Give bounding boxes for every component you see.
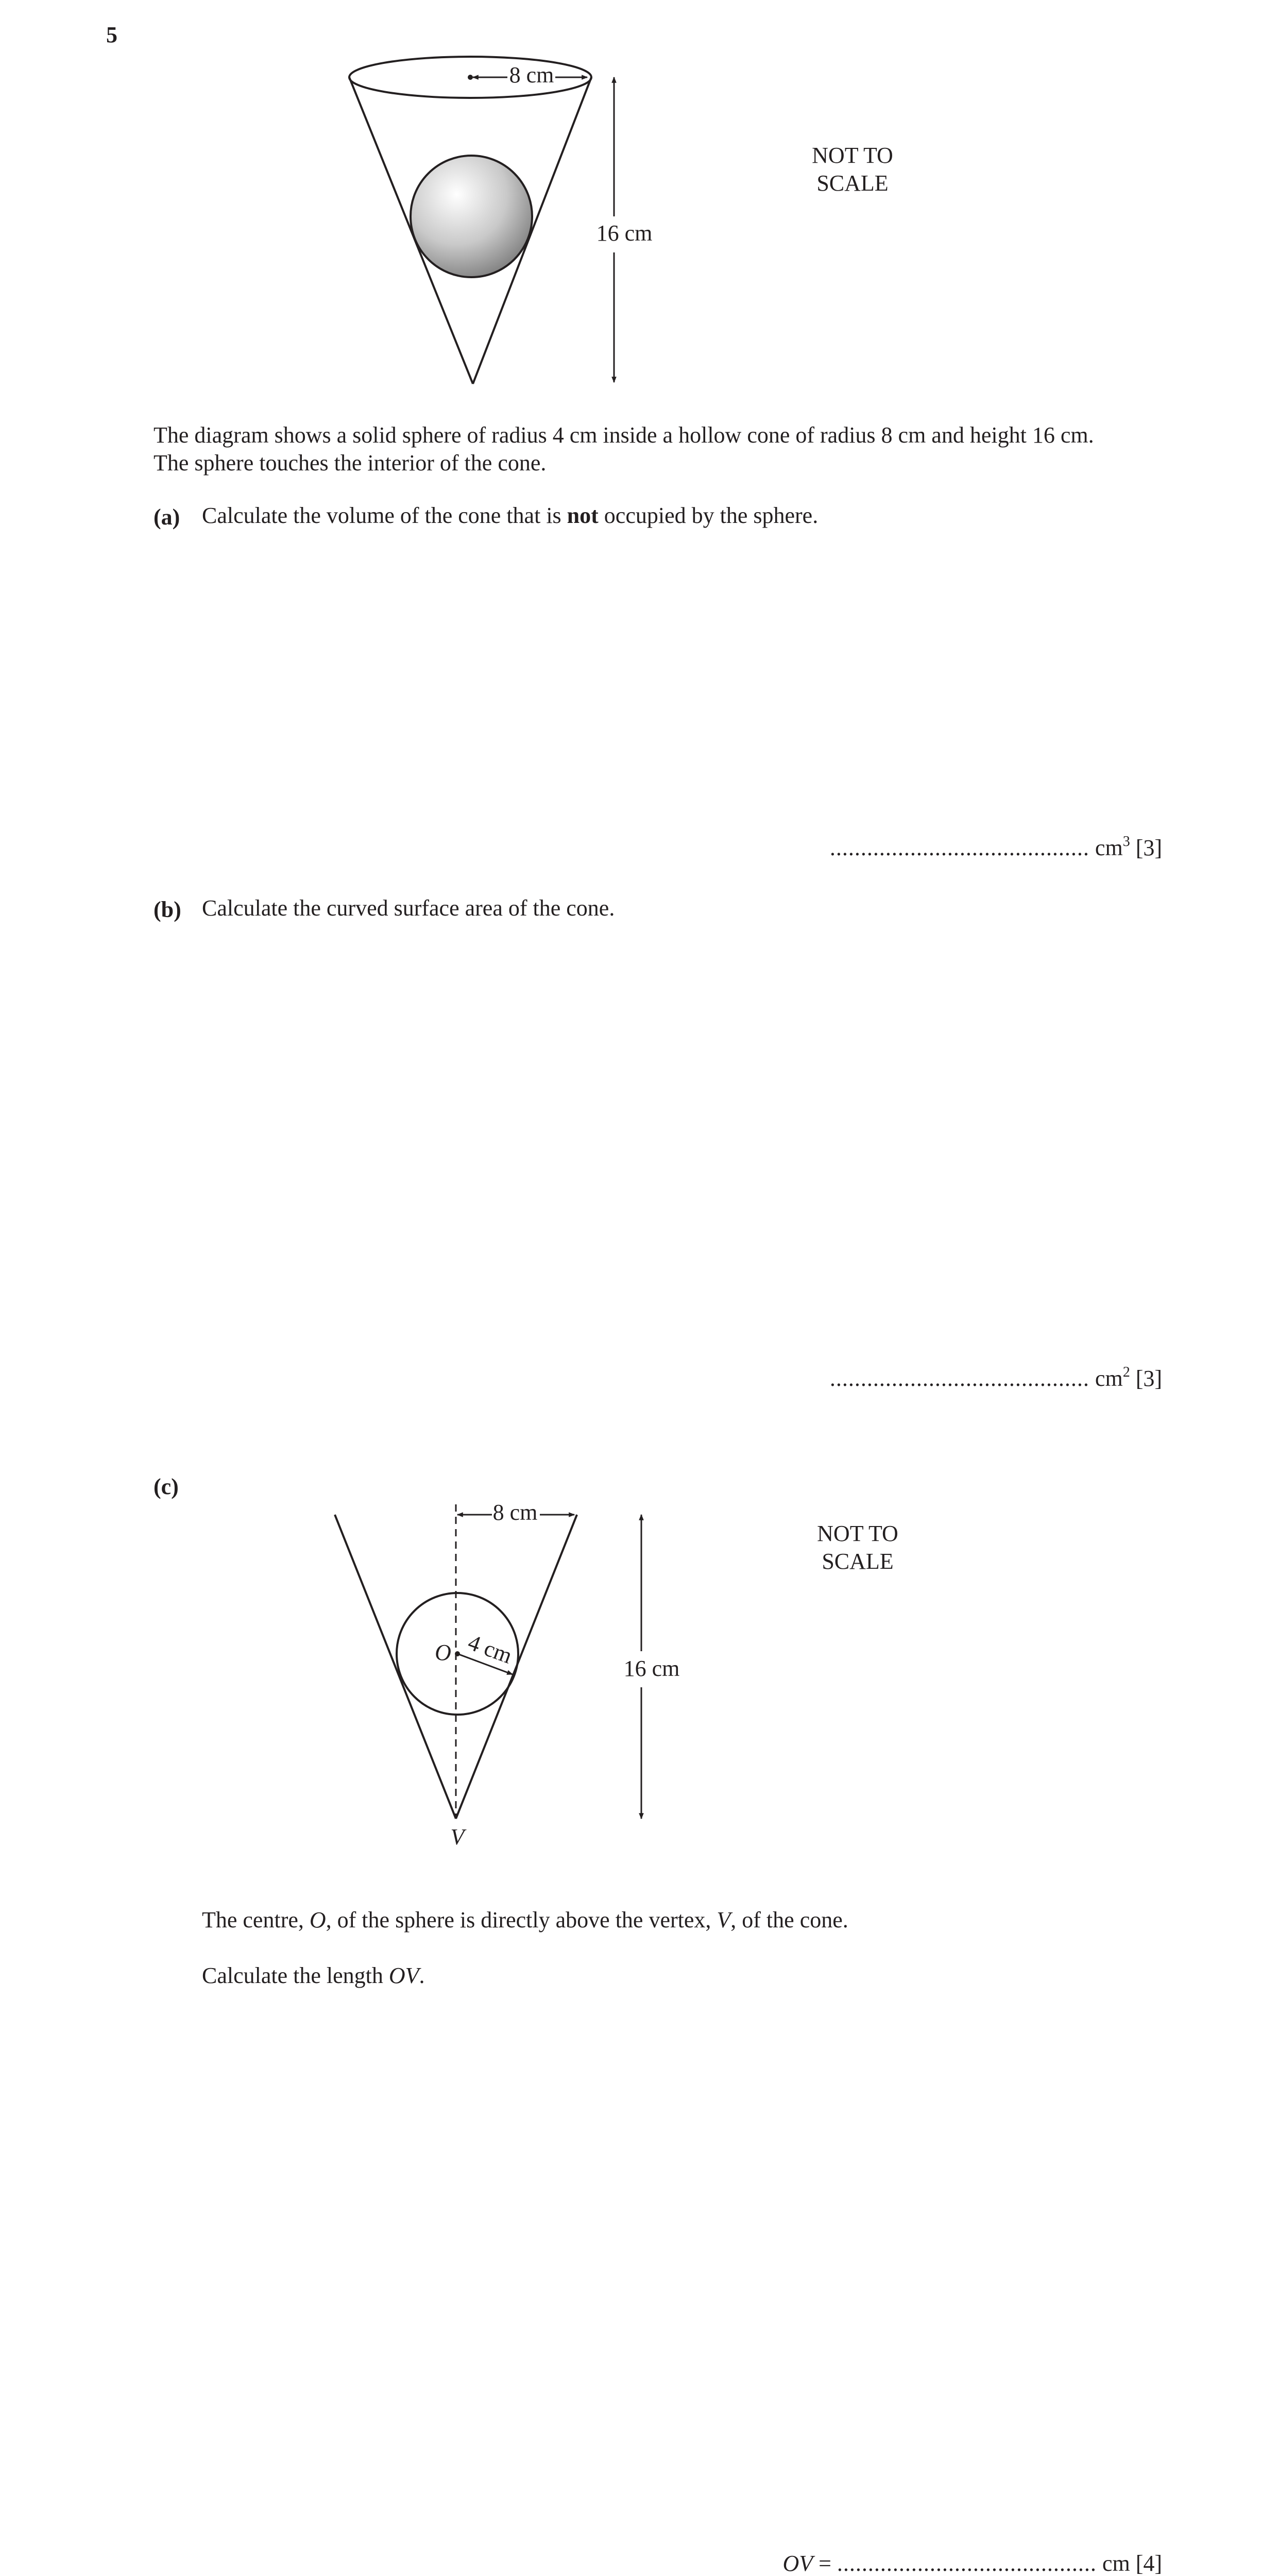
intro-text: The diagram shows a solid sphere of radius 4 cm inside a hollow cone of radius 8 cm and height 16 cm. The sphere touches the interior of the cone. [154,422,1094,476]
part-a-question: Calculate the volume of the cone that is not occupied by the sphere. [202,503,819,528]
part-c-answer-line[interactable]: OV = .......................................... cm [4] [782,2551,1162,2576]
sphere [411,156,532,277]
part-a-answer-line[interactable]: .......................................... $cm^3$ [3] [829,834,1162,860]
sphere-radius-label: 4 cm [465,1629,516,1669]
part-b-question: Calculate the curved surface area of the cone. [202,895,615,921]
part-b-answer-line[interactable]: .......................................... $cm^2$ [3] [829,1364,1162,1391]
part-c-question: Calculate the length OV. [202,1963,425,1988]
height-label-2: 16 cm [623,1656,680,1681]
radius-label-2: 8 cm [492,1500,538,1525]
not-to-scale-note-2: NOT TO SCALE [817,1521,898,1574]
vertex-label: V [450,1824,465,1850]
not-to-scale-note: NOT TO SCALE [812,143,893,196]
part-a-label: (a) [154,504,180,530]
radius-label: 8 cm [509,62,554,88]
centre-label: O [435,1640,451,1665]
height-label: 16 cm [596,221,653,246]
part-c-statement: The centre, O, of the sphere is directly above the vertex, V, of the cone. [202,1907,848,1933]
part-b-label: (b) [154,897,181,922]
part-c-label: (c) [154,1474,179,1499]
question-number: 5 [106,22,117,47]
